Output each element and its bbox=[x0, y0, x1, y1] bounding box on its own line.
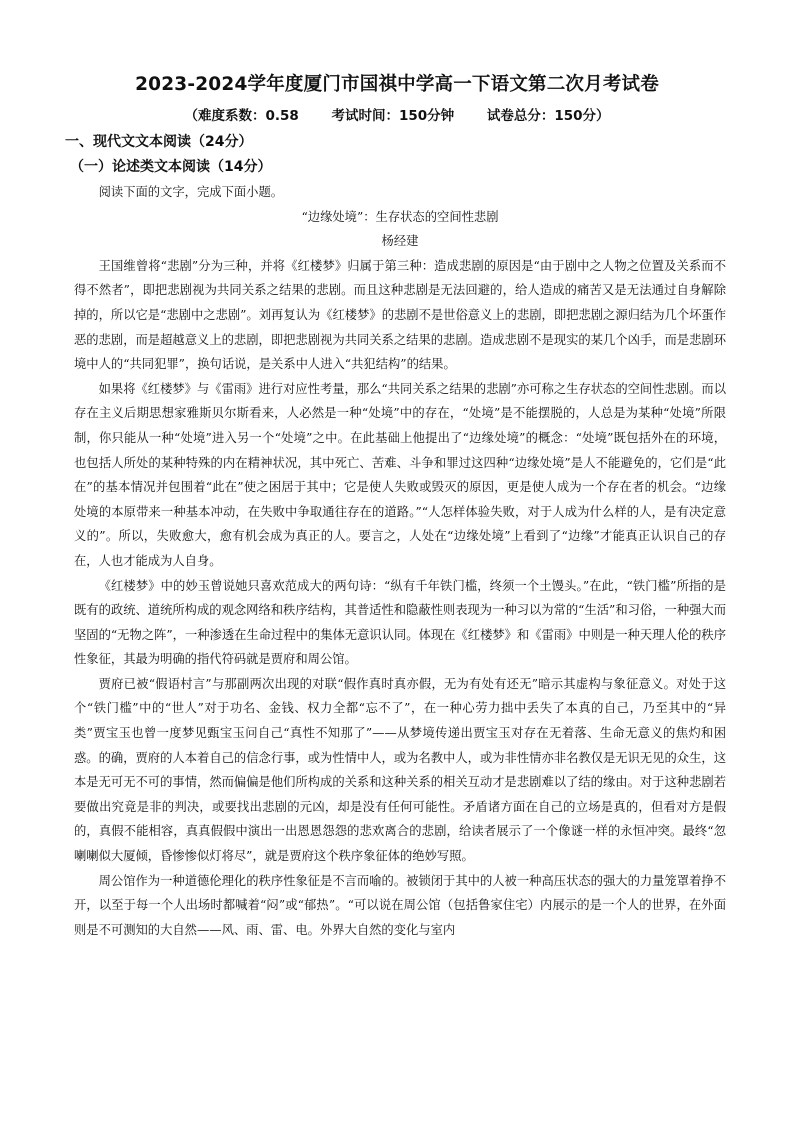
article-paragraph: 周公馆作为一种道德伦理化的秩序性象征是不言而喻的。被锁闭于其中的人被一种高压状态的强大的力量笼罩着挣不开，以至于每一个人出场时都喊着“闷”或“郁热”。“可以说在周公馆（包括鲁家住宅）内展示的是一个人的世界，在外面则是不可测知的大自然——风、雨、雷、电。外界大自然的变化与室内 bbox=[74, 873, 726, 937]
total-score-label: 试卷总分：150分） bbox=[486, 108, 610, 124]
subsection-heading: （一）论述类文本阅读（14分） bbox=[70, 159, 272, 175]
article-paragraph: 《红楼梦》中的妙玉曾说她只喜欢范成大的两句诗：“纵有千年铁门槛，终须一个土馒头。”在此，“铁门槛”所指的是既有的政统、道统所构成的观念网络和秩序结构，其普适性和隐蔽性则表现为一种习以为常的“生活”和习俗，一种强大而坚固的“无物之阵”，一种渗透在生命过程中的集体无意识认同。体现在《红楼梦》和《雷雨》中则是一种天理人伦的秩序性象征，其最为明确的指代符码就是贾府和周公馆。 bbox=[74, 578, 727, 667]
reading-passage bbox=[74, 180, 726, 942]
article-author: 杨经建 bbox=[381, 234, 419, 249]
article-paragraph: 贾府已被“假语村言”与那副两次出现的对联“假作真时真亦假，无为有处有还无”暗示其虚构与象征意义。对处于这个“铁门槛”中的“世人”对于功名、金钱、权力全都“忘不了”，在一种心劳力拙中丢失了本真的自己，乃至其中的“异类”贾宝玉也曾一度梦见甄宝玉问自己“真性不知那了”——从梦境传递出贾宝玉对存在无着落、生命无意义的焦灼和困惑。的确，贾府的人本着自己的信念行事，或为性情中人，或为名教中人，或为非性情亦非名教仅是无识无见的众生，这本是无可无不可的事情，然而偏偏是他们所构成的关系和这种关系的相关互动才是悲剧难以了结的缘由。对于这种悲剧若要做出究竟是非的判决，或要找出悲剧的元凶，却是没有任何可能性。矛盾诸方面在自己的立场是真的，但看对方是假的，真假不能相容，真真假假中演出一出恩恩怨怨的悲欢离合的悲剧，给读者展示了一个像谜一样的永恒冲突。最终“忽喇喇似大厦倾，昏惨惨似灯将尽”，就是贾府这个秩序象征体的绝妙写照。 bbox=[74, 676, 726, 864]
exam-meta bbox=[0, 104, 794, 124]
article-paragraph: 如果将《红楼梦》与《雷雨》进行对应性考量，那么“共同关系之结果的悲剧”亦可称之生存状态的空间性悲剧。而以存在主义后期思想家雅斯贝尔斯看来，人必然是一种“处境”中的存在，“处境”是不能摆脱的，人总是为某种“处境”所限制，你只能从一种“处境”进入另一个“处境”之中。在此基础上他提出了“边缘处境”的概念：“处境”既包括外在的环境，也包括人所处的某种特殊的内在精神状况，其中死亡、苦难、斗争和罪过这四种“边缘处境”是人不能避免的，它们是“此在”的基本情况并包围着“此在”使之困居于其中；它是使人失败或毁灭的原因，更是使人成为一个存在者的机会。“边缘处境的本原带来一种基本冲动，在失败中争取通往存在的道路。”“人怎样体验失败，对于人成为什么样的人，是有决定意义的”。所以，失败愈大，愈有机会成为真正的人。要言之，人处在“边缘处境”上看到了“边缘”才能真正认识自己的存在，人也才能成为人自身。 bbox=[74, 381, 727, 568]
article-paragraph: 王国维曾将“悲剧”分为三种，并将《红楼梦》归属于第三种：造成悲剧的原因是“由于剧中之人物之位置及关系而不得不然者”，即把悲剧视为共同关系之结果的悲剧。而且这种悲剧是无法回避的，给人造成的痛苦又是无法通过自身解除掉的，所以它是“悲剧中之悲剧”。刘再复认为《红楼梦》的悲剧不是世俗意义上的悲剧，即把悲剧之源归结为几个坏蛋作恶的悲剧，而是超越意义上的悲剧，即把悲剧视为共同关系之结果的悲剧。造成悲剧不是现实的某几个凶手，而是悲剧环境中人的“共同犯罪”，换句话说，是关系中人进入“共犯结构”的结果。 bbox=[74, 258, 727, 372]
exam-time-label: 考试时间：150分钟 bbox=[331, 108, 455, 124]
instruction-text: 阅读下面的文字，完成下面小题。 bbox=[98, 185, 284, 199]
article-title: “边缘处境”：生存状态的空间性悲剧 bbox=[301, 209, 499, 224]
section-heading: 一、现代文文本阅读（24分） bbox=[65, 134, 253, 150]
difficulty-label: （难度系数：0.58 bbox=[184, 108, 299, 124]
exam-title: 2023-2024学年度厦门市国祺中学高一下语文第二次月考试卷 bbox=[135, 74, 659, 95]
